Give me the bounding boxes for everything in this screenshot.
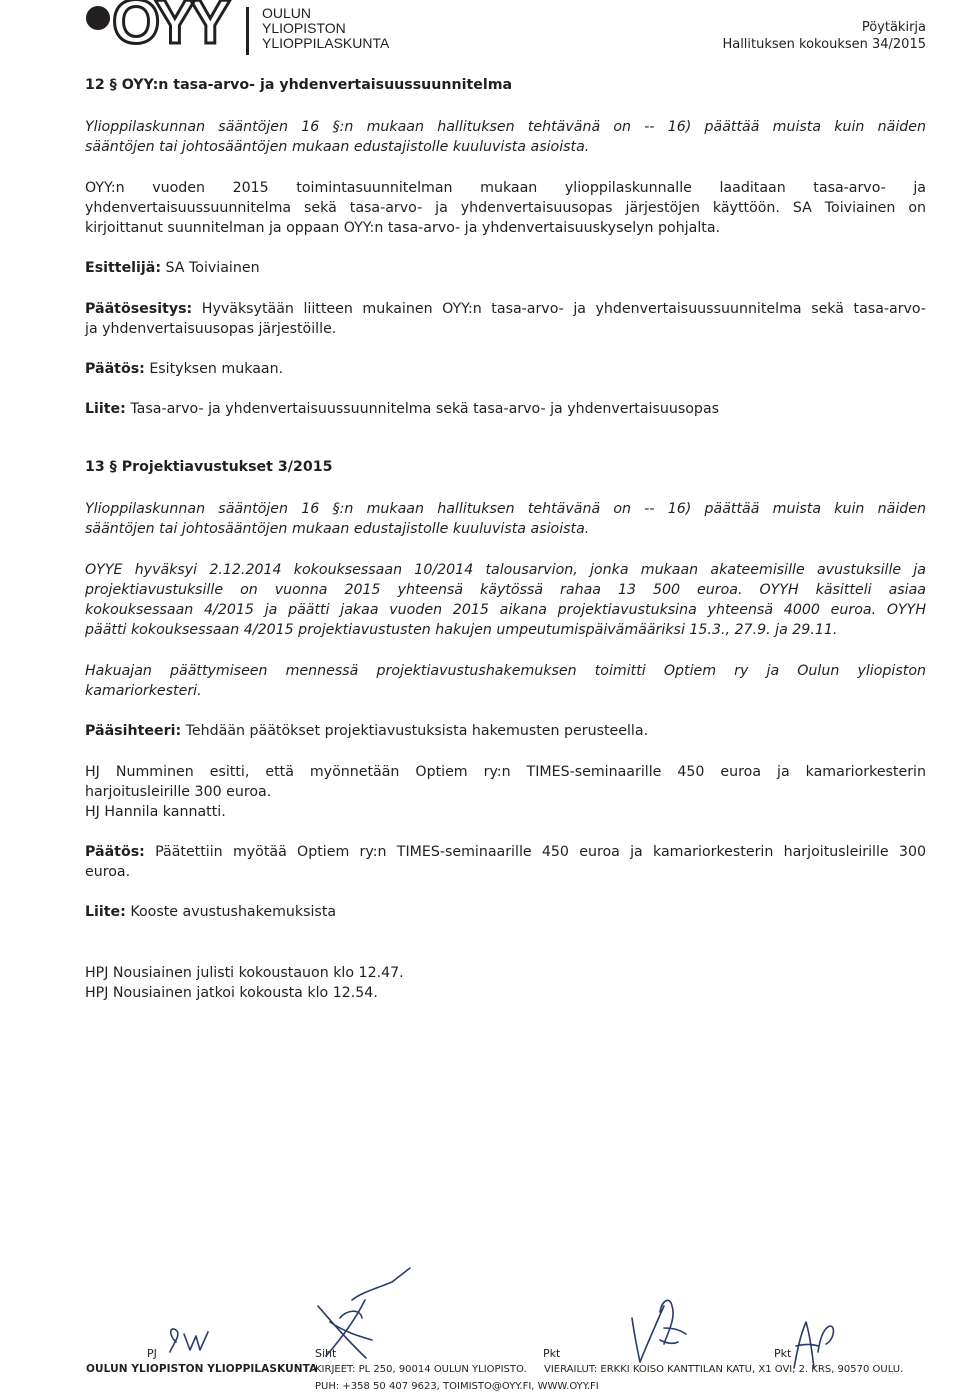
decision-text: Esityksen mukaan. bbox=[144, 361, 284, 377]
s13-applications-line-1: Hakuajan päättymiseen mennessä projektiavustushakemuksen toimitti Optiem ry ja Oulun yliopiston bbox=[85, 663, 926, 679]
s12-rule-line-2: sääntöjen tai johtosääntöjen mukaan edustajistolle kuuluvista asioista. bbox=[85, 139, 590, 155]
s12-background-line-1: OYY:n vuoden 2015 toimintasuunnitelman mukaan ylioppilaskunnalle laaditaan tasa-arvo- ja bbox=[85, 180, 926, 196]
meeting-number: Hallituksen kokouksen 34/2015 bbox=[722, 37, 926, 52]
logo-wordmark: OYY bbox=[112, 0, 225, 57]
s12-rule-line-1: Ylioppilaskunnan sääntöjen 16 §:n mukaan hallituksen tehtävänä on -- 16) päättää muista kuin näiden bbox=[85, 119, 926, 135]
s13-budget-line-4: päätti kokouksessaan 4/2015 projektiavustusten hakujen umpeutumispäivämääriksi 15.3., 27.9. ja 29.11. bbox=[85, 622, 838, 638]
org-line-1: OULUN bbox=[262, 5, 312, 21]
doc-type: Pöytäkirja bbox=[861, 20, 926, 35]
section-12-title: 12 § OYY:n tasa-arvo- ja yhdenvertaisuussuunnitelma bbox=[85, 77, 513, 93]
signature-secretary-icon bbox=[318, 1268, 410, 1358]
presenter-value: SA Toiviainen bbox=[161, 260, 260, 276]
recess-end: HPJ Nousiainen jatkoi kokousta klo 12.54. bbox=[85, 985, 378, 1001]
recess-start: HPJ Nousiainen julisti kokoustauon klo 12.47. bbox=[85, 965, 404, 981]
s13-attachment-label: Liite: bbox=[85, 904, 126, 920]
s13-motion-line-1: HJ Numminen esitti, että myönnetään Optiem ry:n TIMES-seminaarille 450 euroa ja kamariorkesterin bbox=[85, 764, 926, 780]
s13-rule-line-2: sääntöjen tai johtosääntöjen mukaan edustajistolle kuuluvista asioista. bbox=[85, 521, 590, 537]
footer-contact: PUH: +358 50 407 9623, TOIMISTO@OYY.FI, WWW.OYY.FI bbox=[315, 1381, 599, 1392]
org-line-2: YLIOPISTON bbox=[262, 20, 346, 36]
s13-budget-line-2: projektiavustuksille on vuonna 2015 yhteensä käytössä rahaa 13 500 euroa. OYYH käsitteli asiaa bbox=[85, 582, 926, 598]
signature-label-examiner-1: Pkt bbox=[543, 1347, 561, 1360]
s13-decision-label: Päätös: bbox=[85, 844, 145, 860]
s13-attachment-text: Kooste avustushakemuksista bbox=[125, 904, 337, 920]
s13-motion-line-2: harjoitusleirille 300 euroa. bbox=[85, 784, 272, 800]
footer-visiting-address: VIERAILUT: ERKKI KOISO KANTTILAN KATU, X1 OVI, 2. KRS, 90570 OULU. bbox=[544, 1364, 904, 1375]
s13-decision-text: Päätettiin myötää Optiem ry:n TIMES-seminaarille 450 euroa ja kamariorkesterin harjoitusleirille 300 bbox=[144, 844, 926, 860]
signature-label-examiner-2: Pkt bbox=[774, 1347, 792, 1360]
section-13-title: 13 § Projektiavustukset 3/2015 bbox=[85, 459, 333, 475]
main-label: Pääsihteeri: bbox=[85, 723, 182, 739]
attachment-text: Tasa-arvo- ja yhdenvertaisuussuunnitelma sekä tasa-arvo- ja yhdenvertaisuusopas bbox=[125, 401, 720, 417]
s13-applications-line-2: kamariorkesteri. bbox=[85, 683, 202, 699]
org-line-3: YLIOPPILASKUNTA bbox=[262, 35, 390, 51]
footer-org-name: OULUN YLIOPISTON YLIOPPILASKUNTA bbox=[86, 1363, 318, 1375]
main-text: Tehdään päätökset projektiavustuksista hakemusten perusteella. bbox=[181, 723, 649, 739]
presenter-label: Esittelijä: bbox=[85, 260, 162, 276]
signature-label-chair: PJ bbox=[147, 1347, 157, 1360]
decision-label: Päätös: bbox=[85, 361, 145, 377]
s13-rule-line-1: Ylioppilaskunnan sääntöjen 16 §:n mukaan hallituksen tehtävänä on -- 16) päättää muista kuin näiden bbox=[85, 501, 926, 517]
attachment-label: Liite: bbox=[85, 401, 126, 417]
proposal-label: Päätösesitys: bbox=[85, 301, 193, 317]
s13-decision-line-2: euroa. bbox=[85, 864, 131, 880]
signature-examiner-1-icon bbox=[632, 1300, 686, 1362]
s13-motion-line-3: HJ Hannila kannatti. bbox=[85, 804, 226, 820]
s13-budget-line-3: kokouksessaan 4/2015 ja päätti jakaa vuoden 2015 aikana projektiavustuksina yhteensä 4000 euroa. OYYH bbox=[85, 602, 926, 618]
proposal-text: Hyväksytään liitteen mukainen OYY:n tasa-arvo- ja yhdenvertaisuussuunnitelma sekä tasa-arvo- bbox=[192, 301, 926, 317]
signature-chair-icon bbox=[170, 1329, 208, 1352]
signature-examiner-2-icon bbox=[794, 1322, 833, 1368]
s12-proposal-line-2: ja yhdenvertaisuusopas järjestöille. bbox=[85, 321, 337, 337]
s13-budget-line-1: OYYE hyväksyi 2.12.2014 kokouksessaan 10/2014 talousarvion, jonka mukaan akateemisille avustuksille ja bbox=[85, 562, 926, 578]
s12-background-line-3: kirjoittanut suunnitelman ja oppaan OYY:n tasa-arvo- ja yhdenvertaisuuskyselyn pohjalta. bbox=[85, 220, 721, 236]
footer-postal-address: KIRJEET: PL 250, 90014 OULUN YLIOPISTO. bbox=[315, 1364, 527, 1375]
signature-label-secretary: Siht bbox=[315, 1347, 337, 1360]
s12-background-line-2: yhdenvertaisuussuunnitelma sekä tasa-arvo- ja yhdenvertaisuusopas järjestöjen käyttöön. SA Toiviainen on bbox=[85, 200, 926, 216]
